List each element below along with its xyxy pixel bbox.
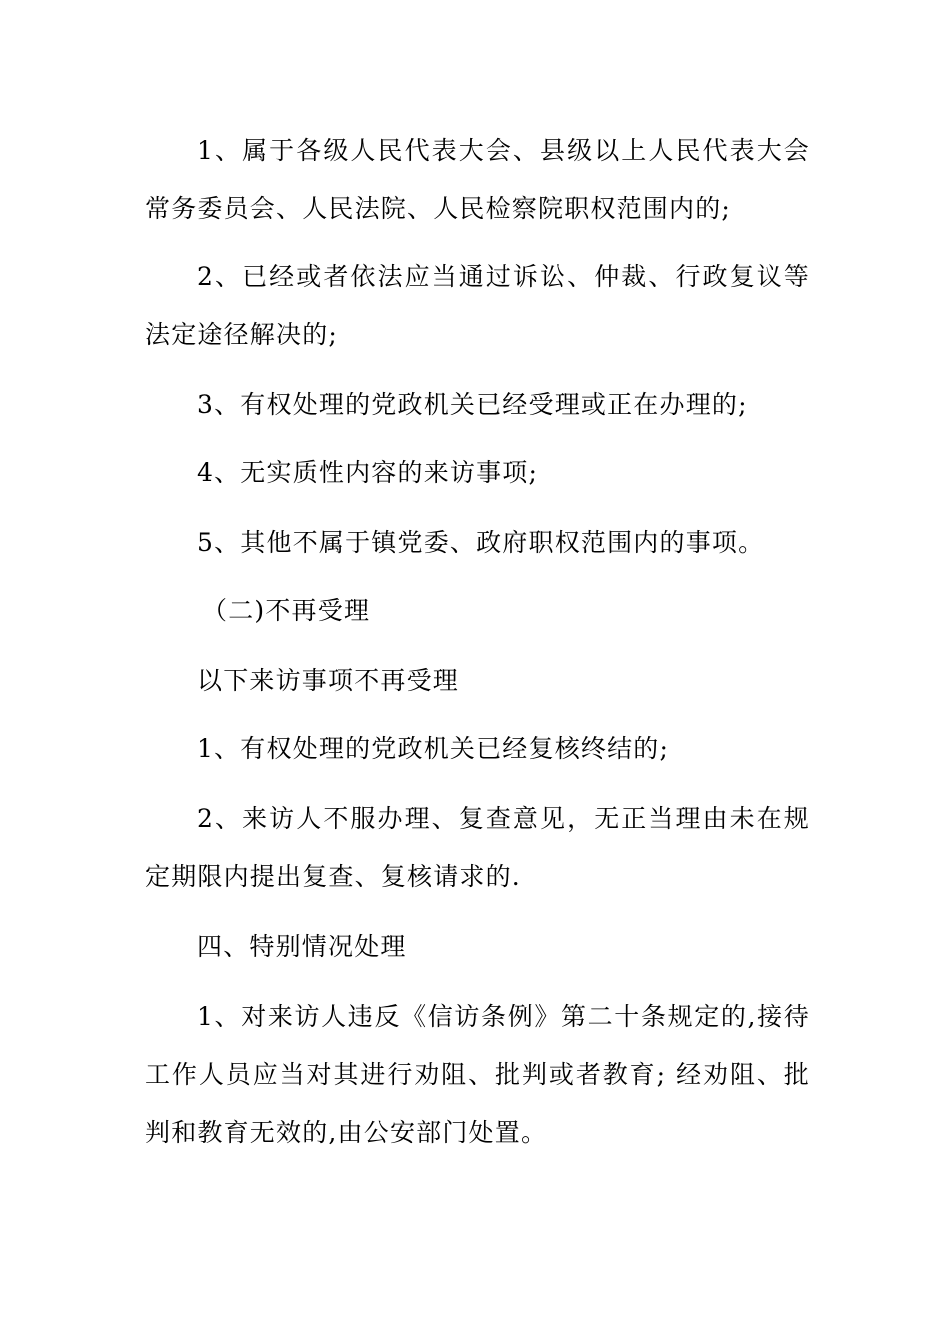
paragraph-intro: 以下来访事项不再受理 (197, 666, 460, 695)
paragraph-item-5: 5、其他不属于镇党委、政府职权范围内的事项。 (197, 528, 765, 557)
section-heading-special-cases: 四、特别情况处理 (197, 932, 407, 961)
paragraph-item-3: 3、有权处理的党政机关已经受理或正在办理的; (197, 390, 748, 419)
paragraph-item-2: 2、已经或者依法应当通过诉讼、仲裁、行政复议等法定途径解决的; (145, 262, 810, 349)
paragraph-special-1: 1、对来访人违反《信访条例》第二十条规定的,接待工作人员应当对其进行劝阻、批判或者教育; 经劝阻、批判和教育无效的,由公安部门处置。 (145, 1002, 810, 1147)
paragraph-item-2b: 2、来访人不服办理、复查意见，无正当理由未在规定期限内提出复查、复核请求的. (145, 804, 810, 891)
paragraph-item-1b: 1、有权处理的党政机关已经复核终结的; (197, 734, 670, 763)
section-heading-no-longer-accepted: （二)不再受理 (202, 596, 371, 625)
paragraph-item-1: 1、属于各级人民代表大会、县级以上人民代表大会常务委员会、人民法院、人民检察院职权范围内的; (145, 136, 810, 223)
paragraph-item-4: 4、无实质性内容的来访事项; (197, 458, 539, 487)
